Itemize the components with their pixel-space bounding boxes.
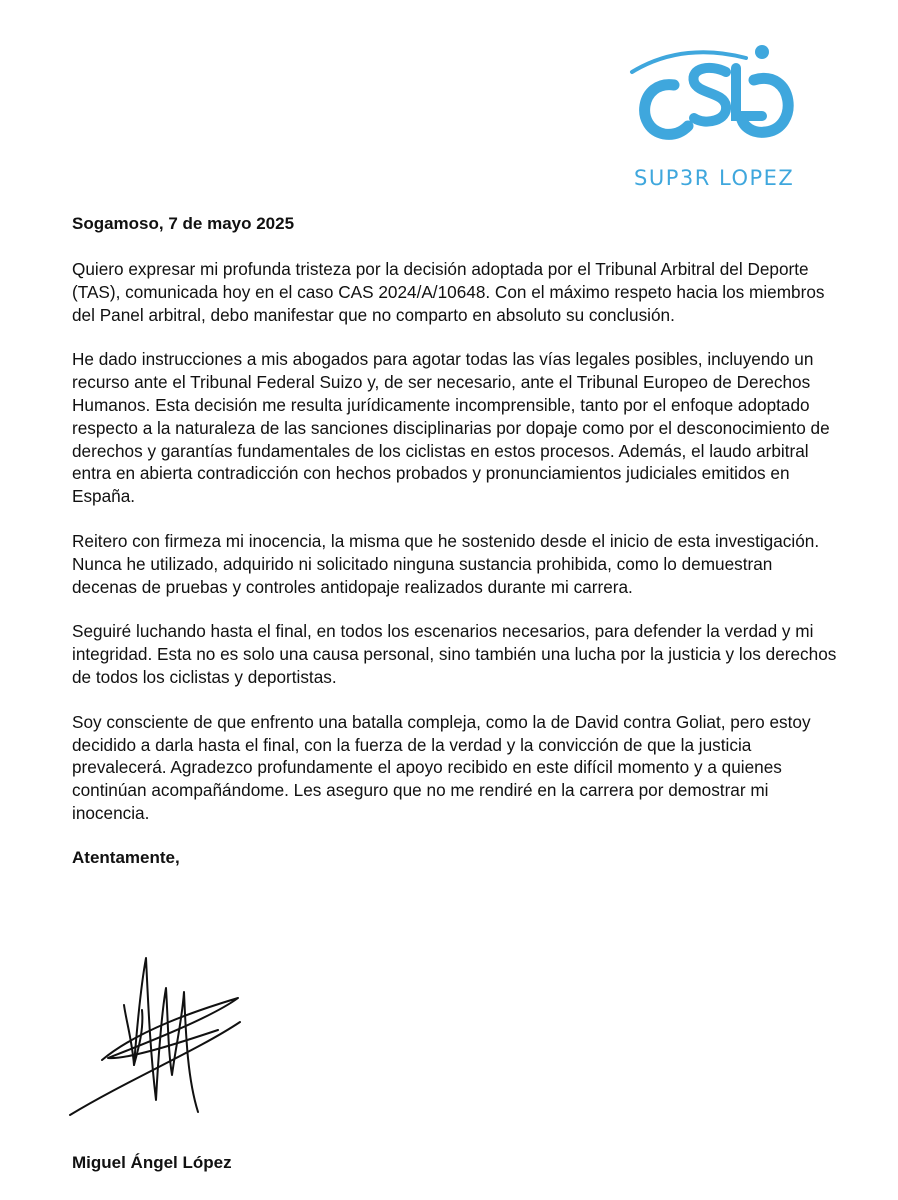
paragraph: Seguiré luchando hasta el final, en todos los escenarios necesarios, para defender la verdad y mi integridad. Esta no es solo una causa personal, sino también una lucha por la justicia y los derechos de todos los ciclistas y deportistas. (72, 621, 837, 687)
date-line: Sogamoso, 7 de mayo 2025 (72, 214, 295, 233)
paragraph: He dado instrucciones a mis abogados para agotar todas las vías legales posibles, incluyendo un recurso ante el Tribunal Federal Suizo y, de ser necesario, ante el Tribunal Europeo de Derechos Humanos. Esta decisión me resulta jurídicamente incomprensible, tanto por el enfoque adoptado respecto a la naturaleza de las sanciones disciplinarias por dopaje como por el desconocimiento de derechos y garantías fundamentales de los ciclistas en estos procesos. Además, el laudo arbitral entra en abierta contradicción con hechos probados y pronunciamientos judiciales emitidos en España. (72, 349, 830, 507)
closing: Atentamente, (72, 847, 180, 867)
handwritten-signature-icon (68, 950, 258, 1125)
letter-body (72, 210, 842, 869)
paragraph: Reitero con firmeza mi inocencia, la misma que he sostenido desde el inicio de esta investigación. Nunca he utilizado, adquirido ni solicitado ninguna sustancia prohibida, como lo demuestran decenas de pruebas y controles antidopaje realizados durante mi carrera. (72, 530, 820, 597)
signature (68, 950, 258, 1130)
brand-name: SUP3R LOPEZ (634, 166, 795, 190)
paragraph: Quiero expresar mi profunda tristeza por la decisión adoptada por el Tribunal Arbitral del Deporte (TAS), comunicada hoy en el caso CAS 2024/A/10648. Con el máximo respeto hacia los miembros del Panel arbitral, debo manifestar que no comparto en absoluto su conclusión. (72, 259, 825, 325)
cyclist-logo-icon (628, 30, 798, 160)
signer-name: Miguel Ángel López (72, 1153, 232, 1172)
brand-logo (628, 30, 798, 200)
paragraph: Soy consciente de que enfrento una batalla compleja, como la de David contra Goliat, pero estoy decidido a darla hasta el final, con la fuerza de la verdad y la convicción de que la justicia prevalecerá. Agradezco profundamente el apoyo recibido en este difícil momento y a quienes continúan acompañándome. Les aseguro que no me rendiré en la carrera por demostrar mi inocencia. (72, 711, 811, 823)
